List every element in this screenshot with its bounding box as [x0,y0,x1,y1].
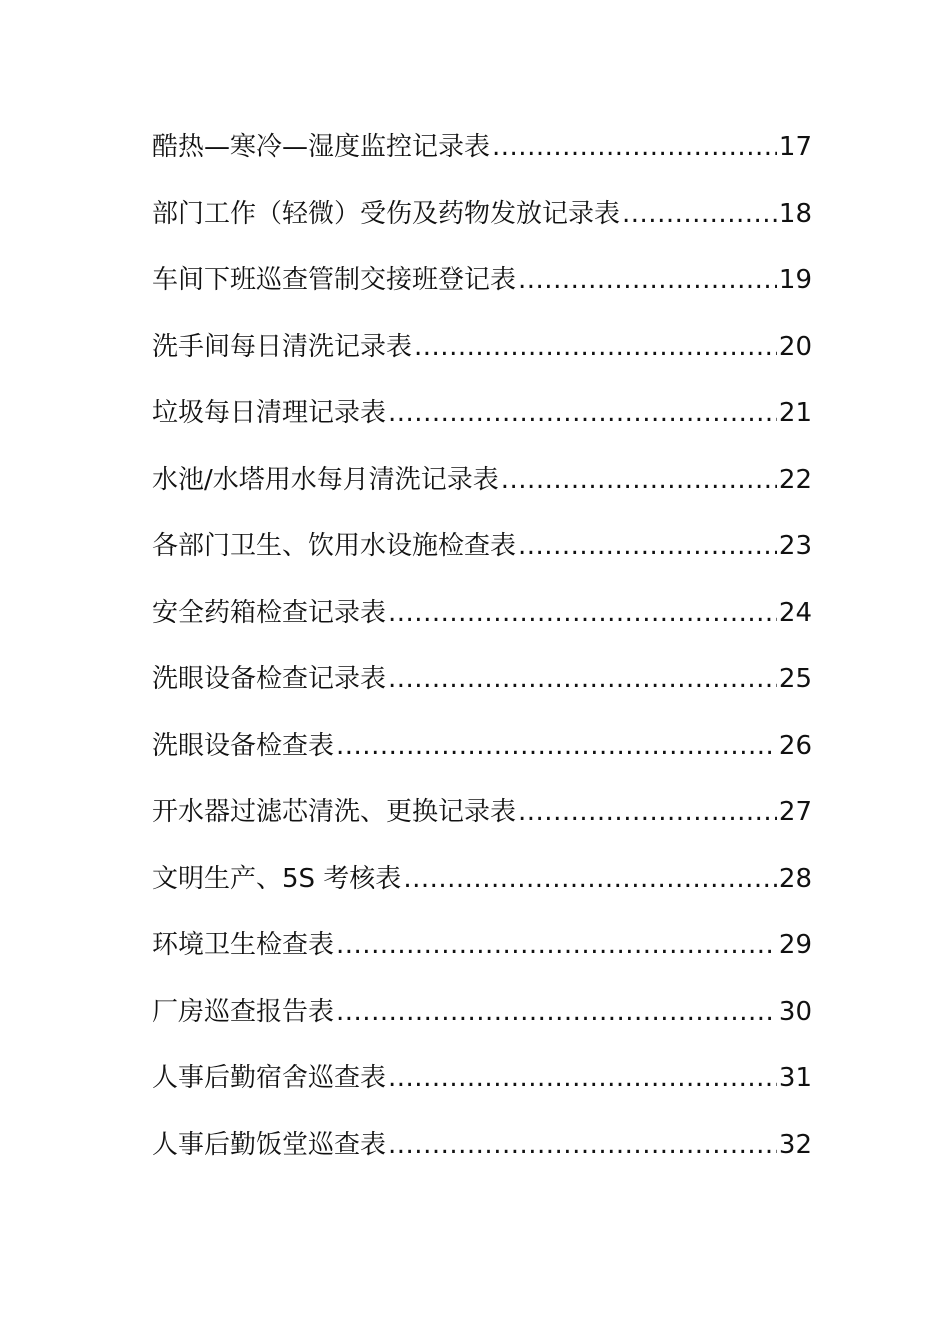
toc-dot-leader [518,523,777,569]
toc-entry-title: 部门工作（轻微）受伤及药物发放记录表 [152,198,621,229]
toc-entry-page-number: 21 [778,398,812,428]
table-of-contents [152,124,812,1188]
toc-entry-title: 厂房巡查报告表 [152,996,335,1027]
toc-entry[interactable] [152,789,812,856]
toc-entry[interactable] [152,457,812,524]
toc-entry[interactable] [152,324,812,391]
toc-dot-leader [501,457,777,503]
toc-dot-leader [492,124,777,170]
toc-entry-page-number: 22 [778,464,812,495]
toc-entry[interactable] [152,590,812,657]
toc-entry[interactable] [152,1122,812,1189]
toc-entry[interactable] [152,191,812,258]
toc-entry[interactable] [152,989,812,1056]
toc-dot-leader [388,656,777,702]
toc-dot-leader [388,1055,777,1101]
toc-entry-title: 文明生产、5S 考核表 [152,863,402,894]
toc-dot-leader [336,723,777,769]
toc-entry[interactable] [152,124,812,191]
toc-entry[interactable] [152,856,812,923]
toc-entry-page-number: 29 [778,930,812,960]
toc-dot-leader [388,390,777,436]
toc-entry-page-number: 31 [778,1063,812,1093]
toc-entry-title: 安全药箱检查记录表 [152,597,387,628]
toc-entry-page-number: 19 [778,265,812,295]
toc-entry[interactable] [152,723,812,790]
toc-entry[interactable] [152,922,812,989]
toc-entry-page-number: 17 [778,132,812,162]
toc-entry[interactable] [152,257,812,324]
toc-entry-title: 人事后勤宿舍巡查表 [152,1063,387,1093]
toc-dot-leader [388,590,777,636]
toc-dot-leader [414,324,777,370]
toc-entry-title: 各部门卫生、饮用水设施检查表 [152,531,517,561]
toc-entry-page-number: 18 [778,198,812,229]
toc-entry-page-number: 20 [778,331,812,362]
toc-entry[interactable] [152,523,812,590]
toc-entry-page-number: 24 [778,597,812,628]
toc-entry[interactable] [152,656,812,723]
toc-entry-title: 垃圾每日清理记录表 [152,398,387,428]
toc-entry-title: 洗手间每日清洗记录表 [152,331,413,362]
toc-entry-title: 车间下班巡查管制交接班登记表 [152,265,517,295]
toc-entry-page-number: 30 [778,996,812,1027]
toc-entry-title: 开水器过滤芯清洗、更换记录表 [152,797,517,827]
toc-entry-title: 洗眼设备检查表 [152,730,335,761]
toc-dot-leader [403,856,777,902]
toc-dot-leader [336,922,777,968]
toc-dot-leader [518,789,777,835]
toc-entry[interactable] [152,1055,812,1122]
toc-entry-title: 环境卫生检查表 [152,930,335,960]
toc-entry-title: 人事后勤饭堂巡查表 [152,1129,387,1160]
toc-entry-page-number: 23 [778,531,812,561]
toc-dot-leader [518,257,777,303]
toc-dot-leader [336,989,777,1035]
toc-entry-page-number: 25 [778,664,812,694]
toc-entry-title: 洗眼设备检查记录表 [152,664,387,694]
toc-entry-title: 酷热—寒冷—湿度监控记录表 [152,132,491,162]
toc-dot-leader [622,191,777,237]
toc-entry-page-number: 26 [778,730,812,761]
toc-entry-page-number: 28 [778,863,812,894]
toc-dot-leader [388,1122,777,1168]
toc-entry[interactable] [152,390,812,457]
toc-entry-title: 水池/水塔用水每月清洗记录表 [152,464,499,495]
toc-entry-page-number: 32 [778,1129,812,1160]
toc-entry-page-number: 27 [778,797,812,827]
